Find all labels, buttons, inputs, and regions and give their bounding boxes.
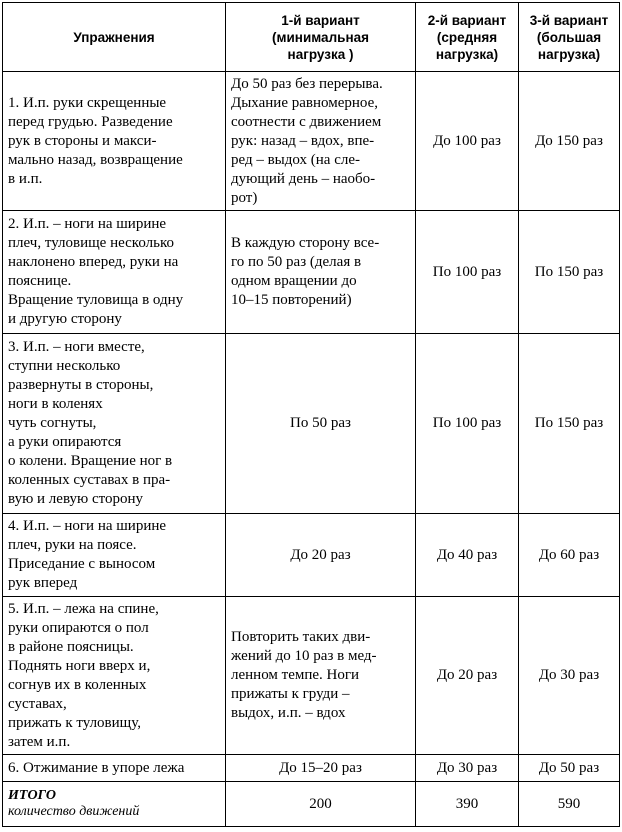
variant-2-cell: До 30 раз: [416, 755, 519, 782]
variant-2-cell: До 40 раз: [416, 514, 519, 597]
table-row: [3, 597, 620, 755]
variant-2-cell: До 100 раз: [416, 72, 519, 211]
variant-1-cell: По 50 раз: [226, 334, 416, 514]
header-variant-3: 3-й вариант (большая нагрузка): [519, 3, 620, 72]
exercise-cell: 3. И.п. – ноги вместе, ступни несколько развернуты в стороны, ноги в коленях чуть согнуты, а руки опираются о колени. Вращение ног в коленных суставах в пра- вую и левую сторону: [3, 334, 226, 514]
header-exercises: Упражнения: [3, 3, 226, 72]
total-subtitle: количество движений: [8, 804, 140, 819]
table-row: [3, 334, 620, 514]
variant-1-cell: До 50 раз без перерыва. Дыхание равномерное, соотнести с движением рук: назад – вдох, впе- ред – выдох (на сле- дующий день – наобо- рот): [226, 72, 416, 211]
exercise-cell: 1. И.п. руки скрещенные перед грудью. Разведение рук в стороны и макси- мально назад, возвращение в и.п.: [3, 72, 226, 211]
variant-2-cell: По 100 раз: [416, 211, 519, 334]
variant-1-cell: До 20 раз: [226, 514, 416, 597]
header-variant-1: 1-й вариант (минимальная нагрузка ): [226, 3, 416, 72]
header-row: [3, 3, 620, 72]
variant-3-cell: По 150 раз: [519, 211, 620, 334]
total-row: [3, 782, 620, 827]
exercise-cell: 6. Отжимание в упоре лежа: [3, 755, 226, 782]
table-row: [3, 514, 620, 597]
table-row: [3, 72, 620, 211]
variant-3-cell: До 60 раз: [519, 514, 620, 597]
variant-3-cell: До 150 раз: [519, 72, 620, 211]
total-variant-3: 590: [519, 782, 620, 827]
exercise-cell: 2. И.п. – ноги на ширине плеч, туловище несколько наклонено вперед, руки на пояснице. Вращение туловища в одну и другую сторону: [3, 211, 226, 334]
total-label-cell: [3, 782, 226, 827]
total-variant-2: 390: [416, 782, 519, 827]
variant-1-cell: В каждую сторону все- го по 50 раз (делая в одном вращении до 10–15 повторений): [226, 211, 416, 334]
variant-1-cell: До 15–20 раз: [226, 755, 416, 782]
variant-3-cell: По 150 раз: [519, 334, 620, 514]
variant-1-cell: Повторить таких дви- жений до 10 раз в мед- ленном темпе. Ноги прижаты к груди – выдох, и.п. – вдох: [226, 597, 416, 755]
exercise-table: [2, 2, 620, 827]
exercise-cell: 5. И.п. – лежа на спине, руки опираются о пол в районе поясницы. Поднять ноги вверх и, согнув их в коленных суставах, прижать к туловищу, затем и.п.: [3, 597, 226, 755]
exercise-cell: 4. И.п. – ноги на ширине плеч, руки на поясе. Приседание с выносом рук вперед: [3, 514, 226, 597]
variant-2-cell: До 20 раз: [416, 597, 519, 755]
variant-3-cell: До 50 раз: [519, 755, 620, 782]
total-title: ИТОГО: [8, 788, 56, 803]
variant-2-cell: По 100 раз: [416, 334, 519, 514]
table-row: [3, 211, 620, 334]
variant-3-cell: До 30 раз: [519, 597, 620, 755]
table-row: [3, 755, 620, 782]
total-variant-1: 200: [226, 782, 416, 827]
header-variant-2: 2-й вариант (средняя нагрузка): [416, 3, 519, 72]
